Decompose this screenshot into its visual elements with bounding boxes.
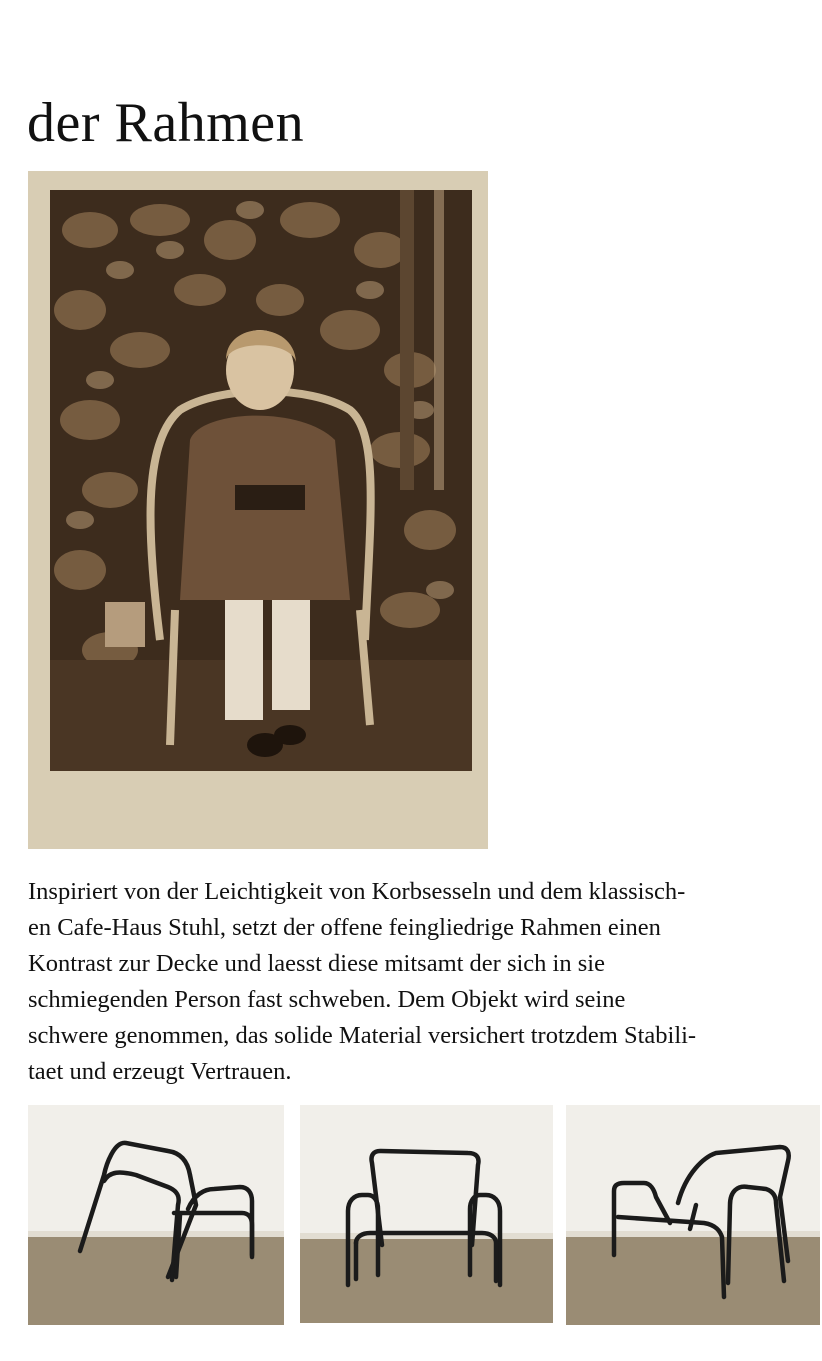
description-line: Kontrast zur Decke und laesst diese mitsamt der sich in sie <box>28 950 605 977</box>
chair-frame-front-view-icon <box>300 1105 553 1323</box>
description-line: schwere genommen, das solide Material versichert trotzdem Stabili- <box>28 1022 697 1049</box>
description-line: Inspiriert von der Leichtigkeit von Korbsesseln und dem klassisch- <box>28 878 686 905</box>
vintage-photo <box>28 171 488 849</box>
gallery-image-angle <box>566 1105 820 1325</box>
description-line: taet und erzeugt Vertrauen. <box>28 1058 292 1085</box>
bucket <box>105 602 145 647</box>
description-line: en Cafe-Haus Stuhl, setzt der offene feingliedrige Rahmen einen <box>28 914 661 941</box>
chair-frame-three-quarter-view-icon <box>566 1105 820 1325</box>
gallery-image-front <box>300 1105 553 1323</box>
description-text <box>28 874 820 1090</box>
chair-frame-side-view-icon <box>28 1105 284 1325</box>
description-line: schmiegenden Person fast schweben. Dem Objekt wird seine <box>28 986 626 1013</box>
page-title: der Rahmen <box>27 92 305 154</box>
photo-print <box>50 190 472 771</box>
gallery-image-side <box>28 1105 284 1325</box>
girl-in-wicker-chair-illustration <box>50 190 472 771</box>
